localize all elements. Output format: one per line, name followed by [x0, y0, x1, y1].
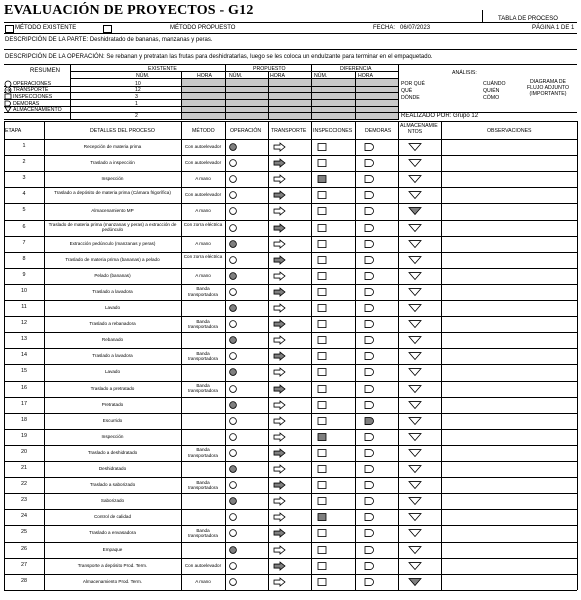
inspeccion-square-icon: [318, 272, 326, 279]
row-symbols: [0, 364, 581, 380]
operacion-circle-icon: [230, 192, 237, 199]
analisis-title: ANÁLISIS:: [452, 70, 477, 76]
demora-d-icon: [365, 288, 374, 295]
transporte-arrow-icon: [274, 224, 285, 232]
operacion-circle-icon: [230, 160, 237, 167]
resumen-title: RESUMEN: [30, 68, 61, 74]
transporte-arrow-icon: [274, 578, 285, 586]
operacion-circle-icon: [230, 224, 237, 231]
demora-d-icon: [365, 498, 374, 505]
demora-d-icon: [365, 240, 374, 247]
col-operacion: OPERACIÓN: [230, 128, 262, 134]
row-symbols: [0, 187, 581, 203]
inspeccion-square-icon: [318, 449, 326, 456]
almacenamiento-triangle-icon: [409, 530, 421, 537]
demora-d-icon: [365, 305, 374, 312]
etapa-number: 18: [21, 416, 27, 423]
row-symbols: [0, 252, 581, 268]
etapa-number: 4: [22, 191, 26, 198]
transporte-arrow-icon: [274, 320, 285, 328]
almacenamiento-triangle-icon: [409, 160, 421, 167]
demora-d-icon: [365, 385, 374, 392]
row-symbols: [0, 203, 581, 219]
inspeccion-square-icon: [318, 256, 326, 263]
operacion-circle-icon: [230, 321, 237, 328]
detalle-proceso: Pretratado: [101, 401, 124, 407]
analisis-donde: DÓNDE: [401, 95, 420, 101]
demora-d-icon: [365, 208, 374, 215]
metodo-value: A mano: [195, 176, 211, 182]
detalle-proceso: Inspección: [101, 433, 124, 439]
operacion-circle-icon: [230, 256, 237, 263]
resumen-group-propuesto: PROPUESTO: [253, 66, 286, 72]
row-symbols: [0, 525, 581, 541]
almacenamiento-triangle-icon: [409, 224, 421, 231]
detalle-proceso: Pelado (bananas): [94, 272, 131, 278]
operacion-circle-icon: [230, 240, 237, 247]
row-symbols: [0, 220, 581, 236]
analisis-quien: QUIÉN: [483, 88, 500, 94]
inspeccion-square-icon: [318, 240, 326, 247]
operacion-circle-icon: [230, 401, 237, 408]
inspeccion-square-icon: [318, 176, 326, 183]
resumen-row-operaciones: OPERACIONES: [13, 81, 52, 87]
metodo-value: Con autoelevador: [184, 160, 222, 166]
detalle-proceso: Traslado de materia prima (manzanas y peras) a extracción de pedúnculo: [48, 222, 177, 233]
row-symbols: [0, 300, 581, 316]
transporte-arrow-icon: [274, 529, 285, 537]
etapa-number: 5: [22, 207, 26, 214]
almacenamiento-triangle-icon: [409, 353, 421, 360]
almacenamiento-triangle-icon: [409, 256, 421, 263]
almacenamiento-triangle-icon: [409, 240, 421, 247]
demora-d-icon: [365, 176, 374, 183]
etapa-number: 20: [21, 448, 27, 455]
almacenamiento-triangle-icon: [409, 337, 421, 344]
detalle-proceso: Empaque: [102, 546, 123, 552]
row-symbols: [0, 493, 581, 509]
almacenamiento-triangle-icon: [409, 288, 421, 295]
transporte-arrow-icon: [274, 288, 285, 296]
transporte-arrow-icon: [274, 272, 285, 280]
inspeccion-square-icon: [318, 353, 326, 360]
transporte-arrow-icon: [274, 191, 285, 199]
resumen-inspecciones-num: 3: [135, 94, 138, 100]
operacion-circle-icon: [230, 144, 237, 151]
demora-d-icon: [365, 433, 374, 440]
almacenamiento-triangle-icon: [409, 562, 421, 569]
analisis-como: CÓMO: [483, 95, 500, 101]
demora-d-icon: [365, 353, 374, 360]
resumen-propuesto-hora: HORA: [270, 73, 285, 79]
etapa-number: 26: [21, 545, 27, 552]
demora-d-icon: [365, 466, 374, 473]
operacion-circle-icon: [230, 514, 237, 521]
col-metodo: MÉTODO: [192, 128, 215, 134]
detalle-proceso: Traslado de materia prima (bananas) a pelado: [65, 256, 160, 262]
transporte-arrow-icon: [274, 240, 285, 248]
transporte-arrow-icon: [274, 433, 285, 441]
resumen-group-existente: EXISTENTE: [148, 66, 177, 72]
inspeccion-square-icon: [318, 144, 326, 151]
almacenamiento-triangle-icon: [409, 385, 421, 392]
inspeccion-square-icon: [318, 466, 326, 473]
fecha-label: FECHA:: [373, 25, 396, 31]
metodo-value: Con zorra eléctrica: [183, 254, 223, 260]
demora-d-icon: [365, 272, 374, 279]
etapa-number: 23: [21, 497, 27, 504]
detalle-proceso: Traslado a rebanadora: [89, 321, 136, 327]
detalle-proceso: Lavado: [104, 305, 121, 311]
col-demoras: DEMORAS: [365, 128, 392, 134]
descripcion-operacion: DESCRIPCIÓN DE LA OPERACIÓN: Se rebanan y pretratan las frutas para deshidratarlas, luego se les coloca un endulzante para terminar en el empaquetado.: [5, 54, 433, 60]
inspeccion-square-icon: [318, 562, 326, 569]
detalle-proceso: Traslado a inspección: [90, 160, 135, 166]
etapa-number: 13: [21, 336, 27, 343]
etapa-number: 9: [22, 271, 26, 278]
transporte-arrow-icon: [274, 368, 285, 376]
row-symbols: [0, 542, 581, 558]
operacion-circle-icon: [230, 433, 237, 440]
resumen-row-transporte: TRANSPORTE: [13, 87, 49, 93]
detalle-proceso: Traslado a lavadora: [92, 353, 133, 359]
metodo-value: A mano: [195, 240, 211, 246]
transporte-arrow-icon: [274, 546, 285, 554]
document-title: EVALUACIÓN DE PROYECTOS - G12: [4, 3, 254, 18]
row-symbols: [0, 236, 581, 252]
etapa-number: 8: [22, 255, 26, 262]
inspeccion-square-icon: [318, 208, 326, 215]
realizado-por: REALIZADO POR: Grupo 12: [401, 113, 479, 119]
transporte-arrow-icon: [274, 562, 285, 570]
almacenamiento-triangle-icon: [409, 498, 421, 505]
transporte-arrow-icon: [274, 304, 285, 312]
almacenamiento-triangle-icon: [409, 401, 421, 408]
demora-d-icon: [365, 160, 374, 167]
col-observaciones: OBSERVACIONES: [487, 128, 532, 134]
detalle-proceso: Recepción de materia prima: [83, 144, 142, 150]
operacion-circle-icon: [230, 417, 237, 424]
transporte-arrow-icon: [274, 385, 285, 393]
col-transporte: TRANSPORTE: [271, 128, 307, 134]
almacenamiento-triangle-icon: [409, 514, 421, 521]
row-symbols: [0, 316, 581, 332]
detalle-proceso: Rebanado: [101, 337, 124, 343]
demora-d-icon: [365, 578, 374, 585]
operacion-circle-icon: [230, 530, 237, 537]
row-symbols: [0, 171, 581, 187]
row-symbols: [0, 429, 581, 445]
row-symbols: [0, 445, 581, 461]
col-almacenamientos: ALMACENAMIE NTOS: [400, 123, 438, 135]
etapa-number: 21: [21, 465, 27, 472]
operacion-circle-icon: [230, 337, 237, 344]
etapa-number: 11: [21, 304, 27, 311]
almacenamiento-triangle-icon: [409, 482, 421, 489]
etapa-number: 2: [22, 159, 26, 166]
doc-type-label: TABLA DE PROCESO: [498, 16, 558, 22]
almacenamiento-triangle-icon: [409, 449, 421, 456]
operacion-circle-icon: [230, 578, 237, 585]
transporte-arrow-icon: [274, 513, 285, 521]
metodo-value: Con autoelevador: [184, 192, 222, 198]
resumen-diferencia-num: NÚM.: [314, 73, 328, 79]
operacion-circle-icon: [230, 546, 237, 553]
etapa-number: 15: [21, 368, 27, 375]
detalle-proceso: Deshidratado: [98, 466, 127, 472]
resumen-operaciones-num: 10: [135, 81, 141, 87]
analisis-por-que: POR QUÉ: [401, 81, 425, 87]
inspeccion-square-icon: [318, 385, 326, 392]
etapa-number: 6: [22, 223, 26, 230]
operacion-circle-icon: [230, 385, 237, 392]
metodo-value: Banda transportadora: [188, 479, 218, 490]
inspeccion-square-icon: [318, 192, 326, 199]
detalle-proceso: Inspección: [101, 176, 124, 182]
etapa-number: 1: [22, 143, 26, 150]
row-symbols: [0, 381, 581, 397]
transporte-arrow-icon: [274, 497, 285, 505]
row-symbols: [0, 268, 581, 284]
demora-d-icon: [365, 321, 374, 328]
operacion-circle-icon: [230, 289, 237, 296]
almacenamiento-triangle-icon: [409, 433, 421, 440]
almacenamiento-triangle-icon: [409, 192, 421, 199]
inspeccion-square-icon: [318, 288, 326, 295]
detalle-proceso: Saborizado: [100, 498, 125, 504]
almacenamiento-triangle-icon: [409, 144, 421, 151]
inspeccion-square-icon: [318, 482, 326, 489]
row-symbols: [0, 155, 581, 171]
almacenamiento-triangle-icon: [409, 176, 421, 183]
row-symbols: [0, 558, 581, 574]
metodo-value: A mano: [195, 272, 211, 278]
metodo-value: Banda transportadora: [188, 286, 218, 297]
fecha-value: 06/07/2023: [400, 25, 431, 31]
etapa-number: 24: [21, 513, 27, 520]
demora-d-icon: [365, 337, 374, 344]
demora-d-icon: [365, 369, 374, 376]
detalle-proceso: Traslado a pretratado: [90, 385, 135, 391]
transporte-arrow-icon: [274, 401, 285, 409]
descripcion-parte: DESCRIPCIÓN DE LA PARTE: Deshidratado de bananas, manzanas y peras.: [5, 37, 213, 43]
almacenamiento-triangle-icon: [409, 272, 421, 279]
almacenamiento-triangle-icon: [409, 546, 421, 553]
analisis-que: QUÉ: [401, 88, 413, 94]
metodo-propuesto-label: MÉTODO PROPUESTO: [170, 25, 236, 31]
operacion-circle-icon: [230, 353, 237, 360]
inspeccion-square-icon: [318, 369, 326, 376]
inspeccion-square-icon: [318, 433, 326, 440]
metodo-value: Banda transportadora: [188, 527, 218, 539]
demora-d-icon: [365, 546, 374, 553]
demora-d-icon: [365, 417, 374, 424]
transporte-arrow-icon: [274, 143, 285, 151]
operacion-circle-icon: [230, 208, 237, 215]
transporte-arrow-icon: [274, 481, 285, 489]
row-symbols: [0, 574, 581, 590]
pagina-label: PÁGINA 1 DE 1: [532, 25, 575, 31]
transporte-arrow-icon: [274, 417, 285, 425]
demora-d-icon: [365, 401, 374, 408]
operacion-circle-icon: [230, 482, 237, 489]
operacion-circle-icon: [230, 466, 237, 473]
operacion-circle-icon: [230, 498, 237, 505]
etapa-number: 10: [21, 287, 27, 294]
etapa-number: 12: [21, 320, 27, 327]
metodo-value: Banda transportadora: [188, 447, 218, 458]
operacion-circle-icon: [230, 176, 237, 183]
detalle-proceso: Almacenamiento MP: [91, 208, 134, 214]
metodo-value: Con zorra eléctrica: [183, 222, 223, 228]
almacenamiento-triangle-icon: [409, 466, 421, 473]
row-symbols: [0, 509, 581, 525]
etapa-number: 3: [22, 175, 26, 182]
row-symbols: [0, 139, 581, 155]
metodo-value: Banda transportadora: [188, 350, 218, 362]
operacion-circle-icon: [230, 272, 237, 279]
etapa-number: 28: [21, 577, 27, 584]
transporte-arrow-icon: [274, 449, 285, 457]
metodo-value: Banda transportadora: [188, 318, 218, 329]
transporte-arrow-icon: [274, 159, 285, 167]
metodo-value: A mano: [195, 578, 211, 584]
resumen-almacenamiento-num: 2: [135, 113, 138, 119]
etapa-number: 7: [22, 239, 26, 246]
detalle-proceso: Control de calidad: [93, 514, 132, 520]
demora-d-icon: [365, 224, 374, 231]
detalle-proceso: Traslado a envasadora: [89, 530, 136, 536]
detalle-proceso: Traslado a saborizado: [89, 482, 136, 488]
etapa-number: 22: [21, 481, 27, 488]
resumen-row-almacenamiento: ALMACENAMIENTO: [13, 107, 62, 113]
row-symbols: [0, 332, 581, 348]
resumen-group-diferencia: DIFERENCIA: [340, 66, 372, 72]
col-etapa: ETAPA: [5, 128, 22, 134]
demora-d-icon: [365, 514, 374, 521]
col-detalles: DETALLES DEL PROCESO: [90, 128, 155, 134]
row-symbols: [0, 397, 581, 413]
demora-d-icon: [365, 256, 374, 263]
analisis-diagrama: DIAGRAMA DE FLUJO ADJUNTO (IMPORTANTE): [527, 79, 569, 97]
metodo-value: Banda transportadora: [188, 383, 218, 394]
metodo-existente-label: MÉTODO EXISTENTE: [15, 25, 77, 31]
detalle-proceso: Transporte a depósito Prod. Term.: [77, 562, 148, 568]
etapa-number: 14: [21, 352, 27, 359]
operacion-circle-icon: [230, 369, 237, 376]
almacenamiento-triangle-icon: [409, 321, 421, 328]
transporte-arrow-icon: [274, 256, 285, 264]
inspeccion-square-icon: [318, 224, 326, 231]
resumen-row-inspecciones: INSPECCIONES: [13, 94, 53, 100]
analisis-cuando: CUÁNDO: [483, 81, 506, 87]
inspeccion-square-icon: [318, 305, 326, 312]
operacion-circle-icon: [230, 562, 237, 569]
demora-d-icon: [365, 144, 374, 151]
resumen-diferencia-hora: HORA: [358, 73, 373, 79]
demora-d-icon: [365, 530, 374, 537]
etapa-number: 17: [21, 400, 27, 407]
col-inspecciones: INSPECCIONES: [313, 128, 353, 134]
inspeccion-square-icon: [318, 321, 326, 328]
demora-d-icon: [365, 192, 374, 199]
operacion-circle-icon: [230, 450, 237, 457]
row-symbols: [0, 477, 581, 493]
inspeccion-square-icon: [318, 498, 326, 505]
inspeccion-square-icon: [318, 546, 326, 553]
etapa-number: 16: [21, 384, 27, 391]
metodo-value: A mano: [195, 208, 211, 214]
inspeccion-square-icon: [318, 530, 326, 537]
detalle-proceso: Traslado a depósito de materia prima (Cámara frigorífica): [54, 189, 171, 195]
inspeccion-square-icon: [318, 337, 326, 344]
transporte-arrow-icon: [274, 336, 285, 344]
almacenamiento-triangle-icon: [409, 369, 421, 376]
almacenamiento-triangle-icon: [409, 305, 421, 312]
inspeccion-square-icon: [318, 160, 326, 167]
row-symbols: [0, 461, 581, 477]
transporte-arrow-icon: [274, 207, 285, 215]
metodo-value: Con autoelevador: [184, 562, 222, 568]
row-symbols: [0, 413, 581, 429]
demora-d-icon: [365, 449, 374, 456]
transporte-arrow-icon: [274, 175, 285, 183]
row-symbols: [0, 284, 581, 300]
inspeccion-square-icon: [318, 578, 326, 585]
detalle-proceso: Escurrido: [102, 417, 123, 423]
detalle-proceso: Traslado a lavadora: [92, 288, 133, 294]
resumen-existente-hora: HORA: [197, 73, 212, 79]
detalle-proceso: Traslado a deshidratado: [87, 449, 138, 455]
resumen-row-demoras: DEMORAS: [13, 101, 40, 107]
detalle-proceso: Lavado: [104, 369, 121, 375]
resumen-propuesto-num: NÚM.: [229, 73, 243, 79]
almacenamiento-triangle-icon: [409, 578, 421, 585]
demora-d-icon: [365, 562, 374, 569]
almacenamiento-triangle-icon: [409, 417, 421, 424]
resumen-existente-num: NÚM.: [136, 73, 150, 79]
inspeccion-square-icon: [318, 514, 326, 521]
demora-d-icon: [365, 482, 374, 489]
inspeccion-square-icon: [318, 417, 326, 424]
resumen-transporte-num: 12: [135, 87, 141, 93]
metodo-value: Con autoelevador: [184, 144, 222, 150]
operacion-circle-icon: [230, 305, 237, 312]
almacenamiento-triangle-icon: [409, 208, 421, 215]
detalle-proceso: Extracción pedúnculo (manzanas y peras): [69, 240, 156, 246]
row-symbols: [0, 348, 581, 364]
etapa-number: 27: [21, 561, 27, 568]
transporte-arrow-icon: [274, 352, 285, 360]
transporte-arrow-icon: [274, 465, 285, 473]
detalle-proceso: Almacenamiento Prod. Term.: [82, 578, 143, 584]
inspeccion-square-icon: [318, 401, 326, 408]
etapa-number: 25: [21, 529, 27, 536]
etapa-number: 19: [21, 432, 27, 439]
resumen-demoras-num: 1: [135, 101, 138, 107]
